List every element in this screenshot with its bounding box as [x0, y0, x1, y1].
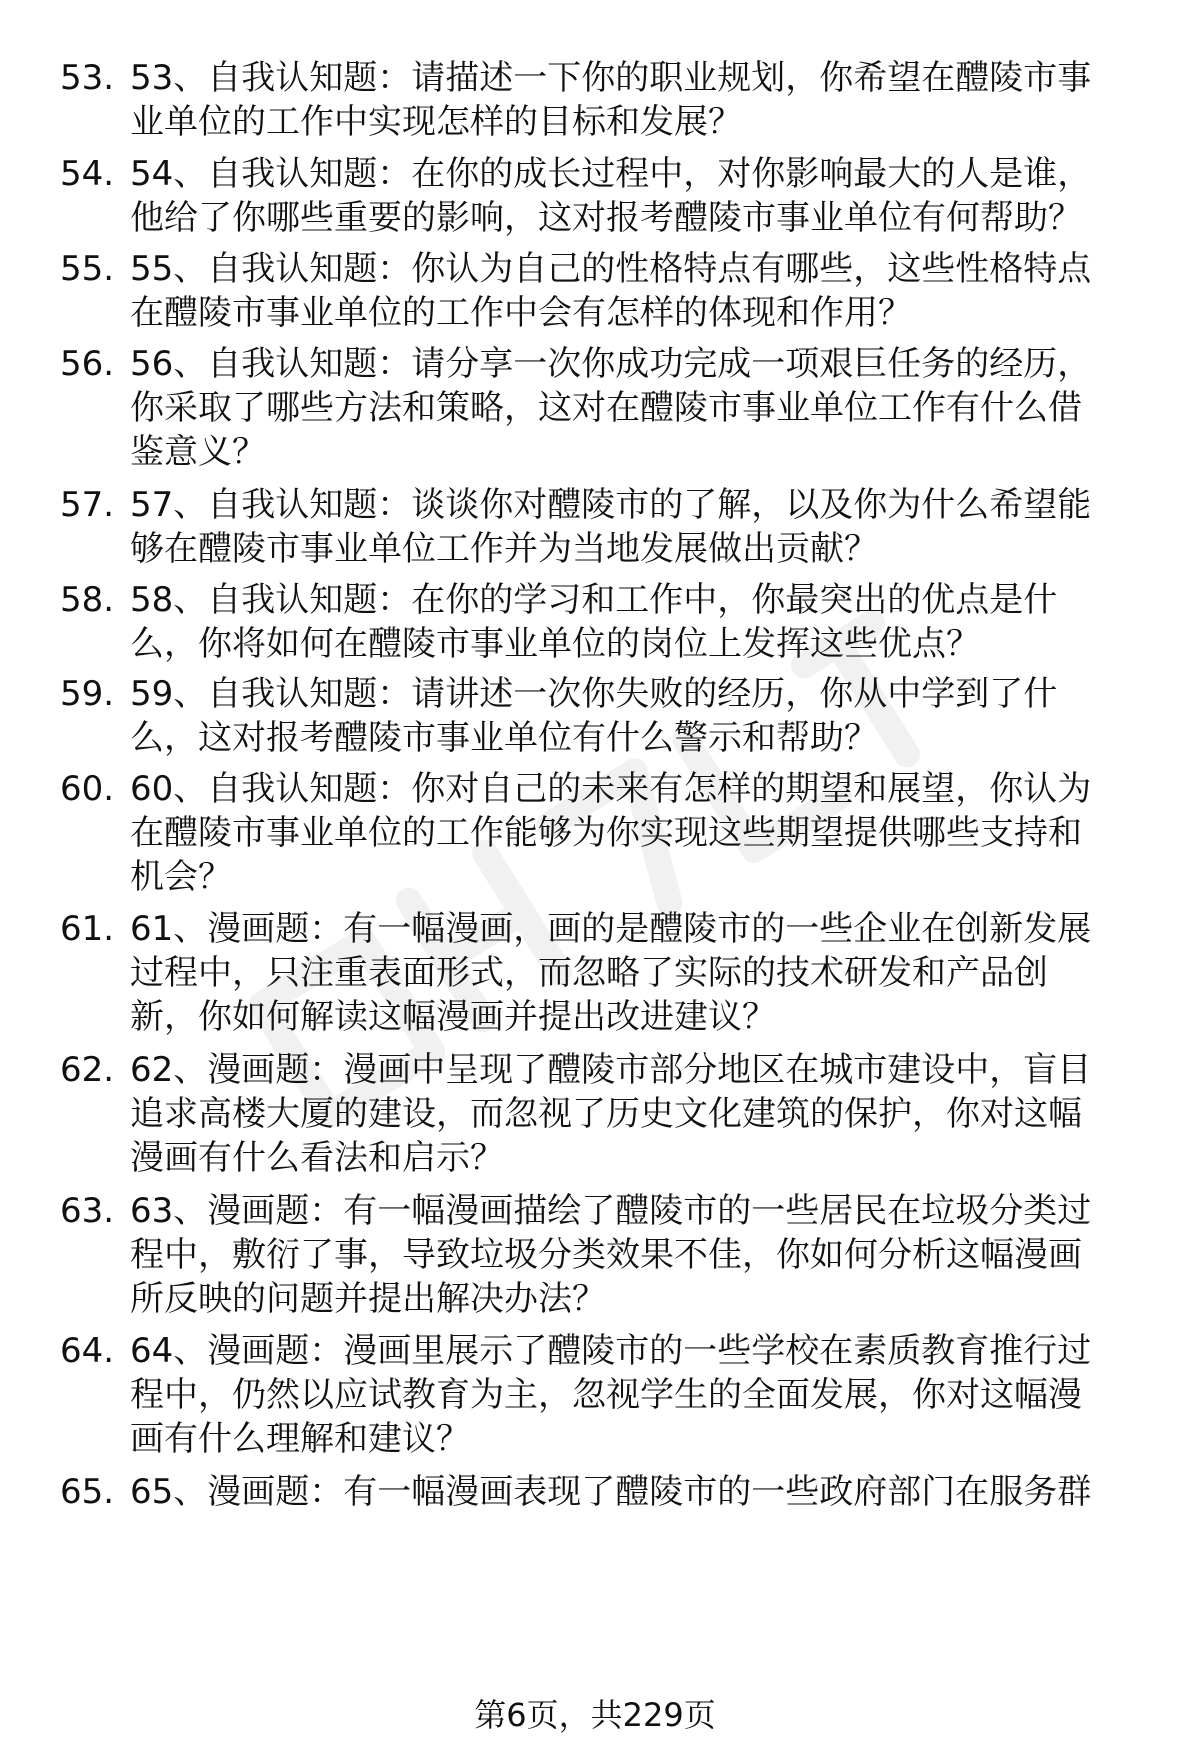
item-number: 60.: [60, 769, 115, 809]
item-text: 63、漫画题：有一幅漫画描绘了醴陵市的一些居民在垃圾分类过 程中，敷衍了事，导致垃圾分类效果不佳，你如何分析这幅漫画 所反映的问题并提出解决办法？: [130, 1191, 1092, 1319]
item-text: 54、自我认知题：在你的成长过程中，对你影响最大的人是谁， 他给了你哪些重要的影响，这对报考醴陵市事业单位有何帮助？: [130, 154, 1092, 238]
item-number: 53.: [60, 58, 115, 98]
item-number: 58.: [60, 580, 115, 620]
item-number: 61.: [60, 909, 115, 949]
item-text: 61、漫画题：有一幅漫画，画的是醴陵市的一些企业在创新发展 过程中，只注重表面形式，而忽略了实际的技术研发和产品创 新，你如何解读这幅漫画并提出改进建议？: [130, 909, 1092, 1037]
item-number: 64.: [60, 1331, 115, 1371]
item-number: 57.: [60, 485, 115, 525]
item-text: 58、自我认知题：在你的学习和工作中，你最突出的优点是什 么，你将如何在醴陵市事业单位的岗位上发挥这些优点？: [130, 580, 1058, 664]
item-text: 55、自我认知题：你认为自己的性格特点有哪些，这些性格特点 在醴陵市事业单位的工作中会有怎样的体现和作用？: [130, 249, 1092, 333]
item-text: 64、漫画题：漫画里展示了醴陵市的一些学校在素质教育推行过 程中，仍然以应试教育为主，忽视学生的全面发展，你对这幅漫 画有什么理解和建议？: [130, 1331, 1092, 1459]
item-number: 65.: [60, 1472, 115, 1512]
item-text: 62、漫画题：漫画中呈现了醴陵市部分地区在城市建设中，盲目 追求高楼大厦的建设，而忽视了历史文化建筑的保护，你对这幅 漫画有什么看法和启示？: [130, 1050, 1092, 1178]
item-text: 53、自我认知题：请描述一下你的职业规划，你希望在醴陵市事 业单位的工作中实现怎样的目标和发展？: [130, 58, 1092, 142]
item-text: 57、自我认知题：谈谈你对醴陵市的了解，以及你为什么希望能 够在醴陵市事业单位工作并为当地发展做出贡献？: [130, 485, 1092, 569]
item-text: 65、漫画题：有一幅漫画表现了醴陵市的一些政府部门在服务群: [130, 1472, 1092, 1512]
item-number: 56.: [60, 344, 115, 384]
page-footer: 第6页，共229页: [474, 1696, 716, 1734]
item-text: 56、自我认知题：请分享一次你成功完成一项艰巨任务的经历， 你采取了哪些方法和策略，这对在醴陵市事业单位工作有什么借 鉴意义？: [130, 344, 1092, 472]
item-number: 59.: [60, 674, 115, 714]
item-text: 60、自我认知题：你对自己的未来有怎样的期望和展望，你认为 在醴陵市事业单位的工作能够为你实现这些期望提供哪些支持和 机会？: [130, 769, 1092, 897]
item-number: 54.: [60, 154, 115, 194]
item-number: 63.: [60, 1191, 115, 1231]
item-number: 55.: [60, 249, 115, 289]
item-text: 59、自我认知题：请讲述一次你失败的经历，你从中学到了什 么，这对报考醴陵市事业单位有什么警示和帮助？: [130, 674, 1058, 758]
item-number: 62.: [60, 1050, 115, 1090]
